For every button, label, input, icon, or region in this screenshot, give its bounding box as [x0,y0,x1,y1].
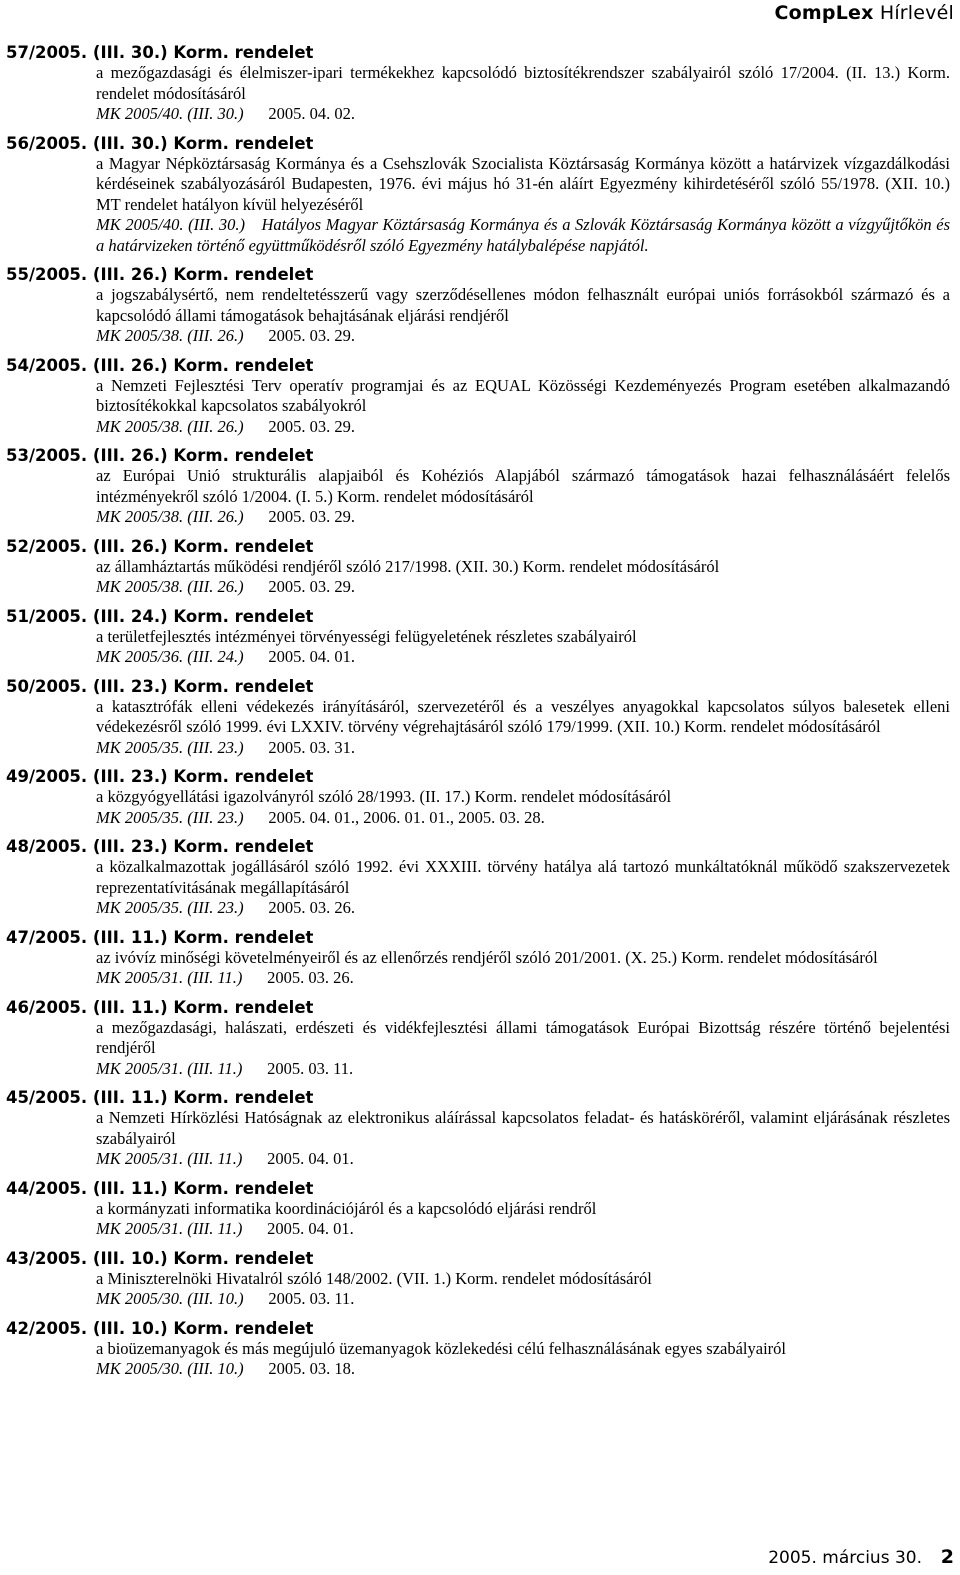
gazette-reference [96,1289,950,1310]
gazette-issue: MK 2005/30. (III. 10.) [96,1289,244,1308]
decree-number: 53/2005. (III. 26.) Korm. rendelet [6,446,314,465]
effective-date: 2005. 03. 11. [268,1289,355,1308]
decree-title: a mezőgazdasági és élelmiszer-ipari termékekhez kapcsolódó biztosítékrendszer szabályairól szóló 17/2004. (II. 13.) Korm. rendelet módosításáról [96,63,950,103]
decree-title: a katasztrófák elleni védekezés irányításáról, szervezetéről és a veszélyes anyagokkal kapcsolatos súlyos balesetek elleni védekezésről szóló 1999. évi LXXIV. törvény végrehajtásáról szóló 179/1999. (XII. 10.) Korm. rendelet módosításáról [96,696,950,736]
decree-title: a Nemzeti Fejlesztési Terv operatív programjai és az EQUAL Közösségi Kezdeményezés Program esetében alkalmazandó biztosítékokkal kapcsolatos szabályokról [96,375,950,415]
decree-body [96,948,950,989]
gazette-issue: MK 2005/31. (III. 11.) [96,1149,243,1168]
effective-date: 2005. 04. 01., 2006. 01. 01., 2005. 03. 28. [268,807,545,827]
gazette-issue: MK 2005/31. (III. 11.) [96,1058,243,1078]
gazette-reference [96,647,950,668]
decree-entry [6,1179,950,1240]
effective-date: 2005. 03. 26. [268,898,355,917]
decree-body [96,63,950,125]
decree-number: 50/2005. (III. 23.) Korm. rendelet [6,676,314,696]
effective-date: 2005. 03. 26. [267,968,354,987]
decree-title: az államháztartás működési rendjéről szóló 217/1998. (XII. 30.) Korm. rendelet módosításáról [96,556,720,576]
gazette-issue: MK 2005/38. (III. 26.) [96,577,244,596]
decree-number: 51/2005. (III. 24.) Korm. rendelet [6,606,314,626]
decree-title: a Magyar Népköztársaság Kormánya és a Csehszlovák Szocialista Köztársaság Kormánya között a határvizek vízgazdálkodási kérdéseinek szabályozásáról Budapesten, 1976. évi május hó 31-én aláírt Egyezmény kihirdetéséről szóló 55/1978. (XII. 10.) MT rendelet hatályon kívül helyezéséről [96,153,950,214]
page-footer [0,1546,960,1575]
effective-date: 2005. 03. 29. [268,507,355,526]
decree-number: 49/2005. (III. 23.) Korm. rendelet [6,767,314,786]
decree-number: 46/2005. (III. 11.) Korm. rendelet [6,997,314,1017]
decree-entry [6,928,950,989]
decree-body [96,1199,950,1240]
decree-entry [6,1088,950,1170]
page-number: 2 [940,1546,954,1568]
gazette-reference [96,417,950,438]
gazette-reference [96,577,950,598]
decree-body [96,857,950,919]
decree-title: a Nemzeti Hírközlési Hatóságnak az elektronikus aláírással kapcsolatos feladat- és hatásköréről, valamint eljárásának részletes szabályairól [96,1108,950,1148]
decree-entry [6,1249,950,1310]
decree-entry [6,134,950,257]
decree-title: a kormányzati informatika koordinációjáról és a kapcsolódó eljárási rendről [96,1198,597,1218]
effective-date: 2005. 03. 29. [268,326,355,345]
decree-entry [6,446,950,528]
decree-entry [6,356,950,438]
decree-body [96,466,950,528]
gazette-issue: MK 2005/35. (III. 23.) [96,807,244,827]
gazette-issue: MK 2005/36. (III. 24.) [96,647,244,666]
decree-number: 42/2005. (III. 10.) Korm. rendelet [6,1318,314,1338]
publication-brand [775,2,954,24]
decree-body [96,285,950,347]
decree-number: 43/2005. (III. 10.) Korm. rendelet [6,1248,314,1268]
decree-number: 47/2005. (III. 11.) Korm. rendelet [6,927,314,947]
decree-entry [6,265,950,347]
decree-number: 48/2005. (III. 23.) Korm. rendelet [6,837,314,856]
gazette-reference [96,898,950,919]
issue-date: 2005. március 30. [768,1548,922,1568]
gazette-reference [96,326,950,347]
gazette-reference [96,1359,950,1380]
decree-body [96,154,950,257]
decree-title: a Miniszterelnöki Hivatalról szóló 148/2002. (VII. 1.) Korm. rendelet módosításáról [96,1268,652,1288]
decree-entry [6,537,950,598]
decree-body [96,557,950,598]
decree-entry [6,1319,950,1380]
gazette-issue: MK 2005/35. (III. 23.) [96,898,244,917]
gazette-reference [96,215,950,256]
effective-date: 2005. 03. 29. [268,577,355,596]
decree-title: az ivóvíz minőségi követelményeiről és az ellenőrzés rendjéről szóló 201/2001. (X. 25.) Korm. rendelet módosításáról [96,947,878,967]
decree-entry [6,43,950,125]
effective-date: 2005. 03. 11. [267,1058,354,1078]
decree-entry [6,677,950,759]
decree-number: 56/2005. (III. 30.) Korm. rendelet [6,133,314,153]
decree-body [96,1339,950,1380]
gazette-reference [96,1219,950,1240]
brand-name: CompLex [774,2,874,24]
brand-subtitle: Hírlevél [879,2,954,24]
decree-entry [6,837,950,919]
gazette-reference [96,968,950,989]
gazette-reference [96,1149,950,1170]
decree-body [96,697,950,759]
gazette-issue: MK 2005/40. (III. 30.) [96,215,245,234]
decree-title: a közalkalmazottak jogállásáról szóló 1992. évi XXXIII. törvény hatálya alá tartozó munkáltatóknál működő szakszervezetek reprezentatívitásának megállapításáról [96,857,950,897]
gazette-issue: MK 2005/30. (III. 10.) [96,1359,244,1378]
decree-title: a területfejlesztés intézményei törvényességi felügyeletének részletes szabályairól [96,626,637,646]
decree-body [96,787,950,828]
decree-number: 52/2005. (III. 26.) Korm. rendelet [6,536,314,556]
decree-body [96,627,950,668]
gazette-issue: MK 2005/35. (III. 23.) [96,737,244,757]
decree-title: az Európai Unió strukturális alapjaiból és Kohéziós Alapjából származó támogatások hazai felhasználásáért felelős intézményekről szóló 1/2004. (I. 5.) Korm. rendelet módosításáról [96,466,950,506]
gazette-issue: MK 2005/38. (III. 26.) [96,416,244,436]
decree-number: 44/2005. (III. 11.) Korm. rendelet [6,1178,314,1198]
decree-title: a közgyógyellátási igazolványról szóló 28/1993. (II. 17.) Korm. rendelet módosításáról [96,787,672,806]
effective-note: Hatályos Magyar Köztársaság Kormánya és a Szlovák Köztársaság Kormánya között a vízgyűjtőkön és a határvizeken történő együttműködésről szóló Egyezmény hatálybalépése napjától. [96,215,950,255]
decree-number: 57/2005. (III. 30.) Korm. rendelet [6,43,314,62]
decree-title: a bioüzemanyagok és más megújuló üzemanyagok közlekedési célú felhasználásának egyes szabályairól [96,1338,786,1358]
effective-date: 2005. 03. 29. [268,416,355,436]
gazette-issue: MK 2005/40. (III. 30.) [96,104,244,123]
gazette-reference [96,507,950,528]
gazette-issue: MK 2005/38. (III. 26.) [96,507,244,526]
decree-body [96,1108,950,1170]
decree-body [96,1018,950,1080]
decree-entry [6,607,950,668]
decree-number: 55/2005. (III. 26.) Korm. rendelet [6,265,314,284]
decree-body [96,376,950,438]
gazette-reference [96,738,950,759]
decree-list [6,43,950,1389]
decree-entry [6,998,950,1080]
gazette-reference [96,1059,950,1080]
gazette-reference [96,104,950,125]
decree-number: 54/2005. (III. 26.) Korm. rendelet [6,355,314,375]
effective-date: 2005. 04. 02. [268,104,355,123]
decree-entry [6,767,950,828]
gazette-issue: MK 2005/31. (III. 11.) [96,968,243,987]
effective-date: 2005. 03. 18. [268,1359,355,1378]
effective-date: 2005. 03. 31. [268,737,355,757]
gazette-reference [96,808,950,829]
decree-title: a jogszabálysértő, nem rendeltetésszerű vagy szerződésellenes módon felhasznált európai uniós forrásokból származó és a kapcsolódó állami támogatások behajtásának eljárási rendjéről [96,285,950,325]
effective-date: 2005. 04. 01. [267,1149,354,1168]
gazette-issue: MK 2005/31. (III. 11.) [96,1219,243,1238]
decree-title: a mezőgazdasági, halászati, erdészeti és vidékfejlesztési állami támogatások Európai Bizottság részére történő bejelentési rendjéről [96,1017,950,1057]
gazette-issue: MK 2005/38. (III. 26.) [96,326,244,345]
decree-number: 45/2005. (III. 11.) Korm. rendelet [6,1088,314,1107]
decree-body [96,1269,950,1310]
effective-date: 2005. 04. 01. [267,1219,354,1238]
effective-date: 2005. 04. 01. [268,647,355,666]
